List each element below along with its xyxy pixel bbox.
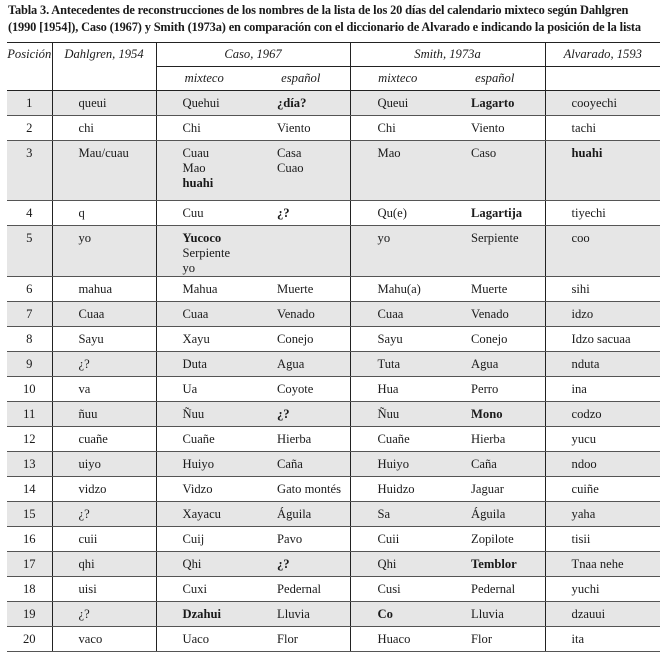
- cell-dahlgren: cuii: [52, 527, 156, 552]
- cell-caso-espanol: [252, 402, 350, 427]
- table-row: [7, 141, 660, 201]
- cell-smith-mixteco: Chi: [350, 116, 445, 141]
- cell-alvarado: yaha: [545, 502, 660, 527]
- cell-smith-espanol: Conejo: [445, 327, 545, 352]
- cell-posicion: 9: [7, 352, 52, 377]
- cell-caso-espanol-line: Venado: [277, 307, 315, 321]
- cell-caso-espanol-line: Pedernal: [277, 582, 322, 596]
- cell-caso-mixteco: [156, 452, 252, 477]
- cell-posicion: 4: [7, 201, 52, 226]
- cell-posicion: 11: [7, 402, 52, 427]
- header-caso: Caso, 1967: [156, 43, 350, 67]
- cell-caso-espanol-line: Conejo: [277, 332, 314, 346]
- cell-caso-mixteco: [156, 502, 252, 527]
- cell-smith-mixteco: Cuaa: [350, 302, 445, 327]
- cell-alvarado: yuchi: [545, 577, 660, 602]
- cell-caso-mixteco-line: huahi: [182, 176, 214, 190]
- cell-caso-espanol-line: Lluvia: [277, 607, 310, 621]
- cell-smith-espanol: Zopilote: [445, 527, 545, 552]
- cell-caso-mixteco-line: Ua: [182, 382, 198, 396]
- table-row: [7, 116, 660, 141]
- cell-caso-espanol-line: Cuao: [277, 161, 304, 175]
- table-row: [7, 627, 660, 652]
- cell-caso-espanol-line: ¿?: [277, 206, 290, 220]
- cell-posicion: 19: [7, 602, 52, 627]
- cell-dahlgren: yo: [52, 226, 156, 277]
- cell-dahlgren: uiyo: [52, 452, 156, 477]
- table-row: [7, 527, 660, 552]
- cell-caso-mixteco-line: Duta: [182, 357, 207, 371]
- table-row: [7, 602, 660, 627]
- cell-caso-espanol: [252, 352, 350, 377]
- cell-caso-mixteco-line: Qhi: [182, 557, 202, 571]
- cell-dahlgren: Cuaa: [52, 302, 156, 327]
- cell-smith-mixteco: Cuii: [350, 527, 445, 552]
- cell-dahlgren: cuañe: [52, 427, 156, 452]
- cell-alvarado: sihi: [545, 277, 660, 302]
- cell-caso-espanol-line: Flor: [277, 632, 298, 646]
- cell-caso-espanol-line: Pavo: [277, 532, 303, 546]
- header-dahlgren: Dahlgren, 1954: [52, 43, 156, 91]
- cell-smith-mixteco: Mao: [350, 141, 445, 201]
- cell-alvarado: Idzo sacuaa: [545, 327, 660, 352]
- cell-smith-espanol: Serpiente: [445, 226, 545, 277]
- cell-alvarado: dzauui: [545, 602, 660, 627]
- cell-dahlgren: queui: [52, 91, 156, 116]
- cell-caso-mixteco: [156, 627, 252, 652]
- cell-smith-espanol: Lagartija: [445, 201, 545, 226]
- cell-posicion: 16: [7, 527, 52, 552]
- subheader-alvarado-blank: [545, 67, 660, 91]
- table-row: [7, 427, 660, 452]
- table-row: [7, 91, 660, 116]
- cell-caso-mixteco: [156, 277, 252, 302]
- cell-caso-mixteco: [156, 402, 252, 427]
- cell-alvarado: idzo: [545, 302, 660, 327]
- cell-caso-espanol: [252, 427, 350, 452]
- cell-smith-mixteco: Cusi: [350, 577, 445, 602]
- cell-caso-espanol-line: ¿?: [277, 407, 290, 421]
- cell-smith-mixteco: Hua: [350, 377, 445, 402]
- table-row: [7, 302, 660, 327]
- cell-posicion: 18: [7, 577, 52, 602]
- cell-dahlgren: va: [52, 377, 156, 402]
- cell-caso-mixteco-line: Cuxi: [182, 582, 207, 596]
- cell-caso-mixteco: [156, 427, 252, 452]
- cell-dahlgren: vaco: [52, 627, 156, 652]
- cell-smith-mixteco: Co: [350, 602, 445, 627]
- cell-caso-espanol: [252, 602, 350, 627]
- cell-caso-mixteco-line: Uaco: [182, 632, 210, 646]
- cell-smith-espanol: Lluvia: [445, 602, 545, 627]
- cell-smith-mixteco: Qu(e): [350, 201, 445, 226]
- cell-caso-espanol: [252, 527, 350, 552]
- table-row: [7, 552, 660, 577]
- cell-caso-mixteco-line: Cuaa: [182, 307, 209, 321]
- cell-smith-mixteco: Sa: [350, 502, 445, 527]
- cell-smith-mixteco: Mahu(a): [350, 277, 445, 302]
- cell-caso-espanol: [252, 116, 350, 141]
- table-row: [7, 226, 660, 277]
- cell-caso-mixteco: [156, 602, 252, 627]
- cell-dahlgren: uisi: [52, 577, 156, 602]
- cell-alvarado: codzo: [545, 402, 660, 427]
- table-row: [7, 377, 660, 402]
- cell-caso-espanol: [252, 277, 350, 302]
- cell-smith-espanol: Agua: [445, 352, 545, 377]
- cell-posicion: 7: [7, 302, 52, 327]
- cell-caso-mixteco-line: yo: [182, 261, 196, 275]
- cell-caso-mixteco-line: Mahua: [182, 282, 218, 296]
- cell-dahlgren: ñuu: [52, 402, 156, 427]
- cell-caso-espanol: [252, 377, 350, 402]
- caption-line-2: (1990 [1954]), Caso (1967) y Smith (1973a) en comparación con el diccionario de Alvarado e indicando la posición de la lista: [8, 20, 641, 34]
- cell-dahlgren: ¿?: [52, 602, 156, 627]
- table-row: [7, 477, 660, 502]
- cell-dahlgren: qhi: [52, 552, 156, 577]
- cell-caso-espanol: [252, 477, 350, 502]
- table-row: [7, 277, 660, 302]
- cell-smith-espanol: Caña: [445, 452, 545, 477]
- table-row: [7, 201, 660, 226]
- cell-caso-espanol: [252, 552, 350, 577]
- cell-smith-mixteco: Huiyo: [350, 452, 445, 477]
- cell-smith-mixteco: Huidzo: [350, 477, 445, 502]
- cell-alvarado: ita: [545, 627, 660, 652]
- cell-caso-mixteco: [156, 302, 252, 327]
- cell-posicion: 15: [7, 502, 52, 527]
- table-row: [7, 352, 660, 377]
- cell-caso-espanol: [252, 201, 350, 226]
- caption-line-1: Tabla 3. Antecedentes de reconstrucciones de los nombres de la lista de los 20 días del calendario mixteco según Dahlgren: [8, 3, 629, 17]
- cell-caso-espanol-line: Caña: [277, 457, 303, 471]
- cell-caso-mixteco: [156, 352, 252, 377]
- calendar-table: [7, 42, 660, 652]
- cell-smith-espanol: Perro: [445, 377, 545, 402]
- table-row: [7, 327, 660, 352]
- cell-caso-mixteco: [156, 552, 252, 577]
- cell-alvarado: tisii: [545, 527, 660, 552]
- table-caption: [8, 2, 664, 36]
- subheader-caso-espanol: español: [252, 67, 350, 91]
- table-row: [7, 402, 660, 427]
- cell-caso-espanol: [252, 91, 350, 116]
- cell-smith-mixteco: Qhi: [350, 552, 445, 577]
- cell-smith-espanol: Temblor: [445, 552, 545, 577]
- cell-caso-espanol: [252, 302, 350, 327]
- cell-caso-mixteco-line: Xayacu: [182, 507, 221, 521]
- cell-caso-mixteco-line: Dzahui: [182, 607, 221, 621]
- cell-caso-mixteco-line: Quehui: [182, 96, 220, 110]
- header-row: [7, 43, 660, 67]
- cell-caso-mixteco-line: Yucoco: [182, 231, 222, 245]
- cell-dahlgren: ¿?: [52, 502, 156, 527]
- cell-smith-mixteco: yo: [350, 226, 445, 277]
- cell-caso-mixteco-line: Huiyo: [182, 457, 214, 471]
- cell-caso-mixteco: [156, 91, 252, 116]
- cell-caso-espanol-line: Coyote: [277, 382, 314, 396]
- cell-posicion: 13: [7, 452, 52, 477]
- cell-alvarado: yucu: [545, 427, 660, 452]
- cell-caso-mixteco-line: Serpiente: [182, 246, 231, 260]
- cell-caso-espanol: [252, 502, 350, 527]
- cell-caso-espanol-line: Viento: [277, 121, 311, 135]
- cell-caso-espanol-line: ¿día?: [277, 96, 307, 110]
- cell-caso-espanol: [252, 141, 350, 201]
- cell-smith-espanol: Caso: [445, 141, 545, 201]
- cell-posicion: 3: [7, 141, 52, 201]
- cell-dahlgren: chi: [52, 116, 156, 141]
- cell-caso-mixteco-line: Cuu: [182, 206, 204, 220]
- cell-smith-espanol: Venado: [445, 302, 545, 327]
- table-row: [7, 502, 660, 527]
- cell-alvarado: cuiñe: [545, 477, 660, 502]
- cell-alvarado: nduta: [545, 352, 660, 377]
- cell-caso-espanol: [252, 226, 350, 277]
- cell-posicion: 6: [7, 277, 52, 302]
- cell-caso-espanol: [252, 452, 350, 477]
- table-row: [7, 452, 660, 477]
- cell-smith-mixteco: Cuañe: [350, 427, 445, 452]
- header-alvarado: Alvarado, 1593: [545, 43, 660, 67]
- cell-smith-mixteco: Sayu: [350, 327, 445, 352]
- cell-posicion: 10: [7, 377, 52, 402]
- cell-dahlgren: q: [52, 201, 156, 226]
- cell-smith-espanol: Pedernal: [445, 577, 545, 602]
- cell-caso-espanol-line: Águila: [277, 507, 312, 521]
- cell-smith-mixteco: Tuta: [350, 352, 445, 377]
- cell-caso-espanol: [252, 577, 350, 602]
- cell-alvarado: ina: [545, 377, 660, 402]
- cell-caso-mixteco: [156, 141, 252, 201]
- cell-posicion: 17: [7, 552, 52, 577]
- cell-caso-espanol-line: Gato montés: [277, 482, 342, 496]
- cell-posicion: 12: [7, 427, 52, 452]
- subheader-smith-mixteco: mixteco: [350, 67, 445, 91]
- cell-caso-mixteco: [156, 377, 252, 402]
- cell-posicion: 1: [7, 91, 52, 116]
- cell-dahlgren: Mau/cuau: [52, 141, 156, 201]
- cell-caso-mixteco-line: Mao: [182, 161, 206, 175]
- cell-smith-espanol: Mono: [445, 402, 545, 427]
- cell-smith-espanol: Hierba: [445, 427, 545, 452]
- cell-dahlgren: mahua: [52, 277, 156, 302]
- cell-posicion: 8: [7, 327, 52, 352]
- cell-dahlgren: Sayu: [52, 327, 156, 352]
- header-smith: Smith, 1973a: [350, 43, 545, 67]
- cell-smith-espanol: Lagarto: [445, 91, 545, 116]
- cell-smith-espanol: Jaguar: [445, 477, 545, 502]
- cell-posicion: 20: [7, 627, 52, 652]
- cell-posicion: 5: [7, 226, 52, 277]
- cell-caso-espanol-line: ¿?: [277, 557, 290, 571]
- cell-alvarado: Tnaa nehe: [545, 552, 660, 577]
- cell-caso-mixteco-line: Xayu: [182, 332, 210, 346]
- cell-smith-espanol: Muerte: [445, 277, 545, 302]
- cell-caso-espanol: [252, 627, 350, 652]
- table-row: [7, 577, 660, 602]
- cell-caso-espanol-line: Agua: [277, 357, 305, 371]
- cell-alvarado: coo: [545, 226, 660, 277]
- cell-caso-mixteco: [156, 201, 252, 226]
- cell-alvarado: tiyechi: [545, 201, 660, 226]
- cell-caso-mixteco-line: Cuañe: [182, 432, 215, 446]
- cell-dahlgren: vidzo: [52, 477, 156, 502]
- cell-caso-mixteco-line: Cuau: [182, 146, 210, 160]
- cell-caso-espanol: [252, 327, 350, 352]
- subheader-smith-espanol: español: [445, 67, 545, 91]
- cell-posicion: 14: [7, 477, 52, 502]
- cell-caso-espanol-line: Casa: [277, 146, 302, 160]
- cell-smith-espanol: Viento: [445, 116, 545, 141]
- cell-caso-mixteco: [156, 527, 252, 552]
- cell-caso-mixteco: [156, 477, 252, 502]
- cell-smith-espanol: Flor: [445, 627, 545, 652]
- cell-alvarado: ndoo: [545, 452, 660, 477]
- cell-caso-mixteco: [156, 116, 252, 141]
- table-body: [7, 91, 660, 652]
- cell-posicion: 2: [7, 116, 52, 141]
- cell-smith-mixteco: Queui: [350, 91, 445, 116]
- cell-dahlgren: ¿?: [52, 352, 156, 377]
- cell-smith-mixteco: Huaco: [350, 627, 445, 652]
- header-posicion: Posición: [7, 43, 52, 91]
- cell-smith-espanol: Águila: [445, 502, 545, 527]
- subheader-caso-mixteco: mixteco: [156, 67, 252, 91]
- cell-caso-espanol-line: Muerte: [277, 282, 314, 296]
- cell-caso-mixteco-line: Vidzo: [182, 482, 213, 496]
- cell-smith-mixteco: Ñuu: [350, 402, 445, 427]
- cell-alvarado: tachi: [545, 116, 660, 141]
- cell-caso-espanol-line: Hierba: [277, 432, 312, 446]
- cell-caso-mixteco: [156, 226, 252, 277]
- cell-caso-mixteco: [156, 577, 252, 602]
- cell-caso-mixteco-line: Chi: [182, 121, 201, 135]
- cell-caso-mixteco-line: Cuij: [182, 532, 205, 546]
- cell-caso-mixteco-line: Ñuu: [182, 407, 205, 421]
- cell-caso-mixteco: [156, 327, 252, 352]
- cell-alvarado: cooyechi: [545, 91, 660, 116]
- cell-alvarado: huahi: [545, 141, 660, 201]
